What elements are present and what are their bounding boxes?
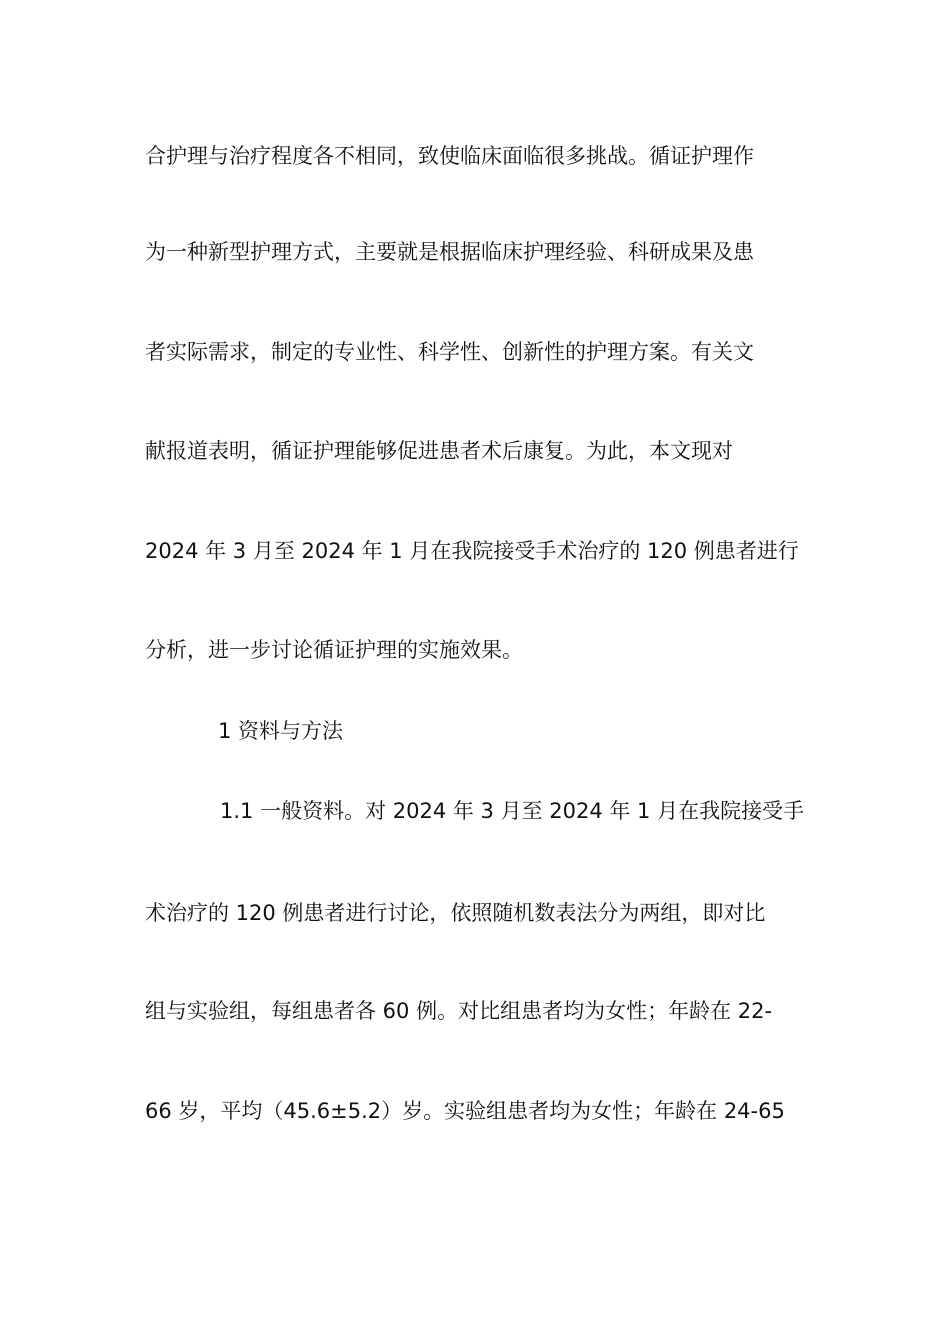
subsection-line-1: 1.1 一般资料。对 2024 年 3 月至 2024 年 1 月在我院接受手 [220,799,805,823]
subsection-line-4: 66 岁，平均（45.6±5.2）岁。实验组患者均为女性；年龄在 24-65 [145,1099,785,1123]
subsection-line-2: 术治疗的 120 例患者进行讨论，依照随机数表法分为两组，即对比 [145,901,766,925]
paragraph-line-2: 为一种新型护理方式，主要就是根据临床护理经验、科研成果及患 [145,240,754,264]
subsection-line-3: 组与实验组，每组患者各 60 例。对比组患者均为女性；年龄在 22- [145,999,773,1023]
section-heading: 1 资料与方法 [218,719,344,743]
paragraph-line-5: 2024 年 3 月至 2024 年 1 月在我院接受手术治疗的 120 例患者进行 [145,539,799,563]
paragraph-line-6: 分析，进一步讨论循证护理的实施效果。 [145,638,523,662]
paragraph-line-4: 献报道表明，循证护理能够促进患者术后康复。为此，本文现对 [145,439,733,463]
paragraph-line-1: 合护理与治疗程度各不相同，致使临床面临很多挑战。循证护理作 [145,144,754,168]
paragraph-line-3: 者实际需求，制定的专业性、科学性、创新性的护理方案。有关文 [145,340,754,364]
